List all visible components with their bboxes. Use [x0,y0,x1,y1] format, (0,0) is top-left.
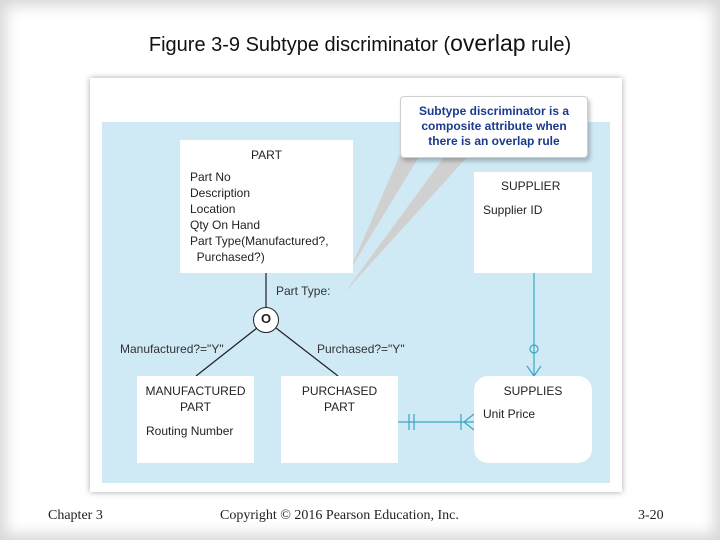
footer-chapter: Chapter 3 [48,508,103,523]
entity-manufactured-title-2: PART [180,400,211,414]
callout-line-2: composite attribute when [421,119,567,133]
entity-part-title: PART [251,148,282,162]
entity-supplier-title: SUPPLIER [501,179,561,193]
footer-copyright: Copyright © 2016 Pearson Education, Inc. [220,508,459,523]
footer-page-number: 3-20 [638,508,664,523]
crowfoot-top [464,414,474,422]
crowfoot-left [527,366,534,376]
attr-unit-price: Unit Price [483,407,536,421]
attr-description: Description [190,186,251,200]
purchased-condition: Purchased?="Y" [317,342,405,356]
entity-part [180,140,353,273]
crowfoot-right [534,366,541,376]
entity-manufactured-title-1: MANUFACTURED [145,384,246,398]
attr-part-type: Part Type(Manufactured?, [190,234,329,248]
attr-supplier-id: Supplier ID [483,203,543,217]
entity-purchased-title-2: PART [324,400,355,414]
manufactured-condition: Manufactured?="Y" [120,342,224,356]
entity-supplier [474,172,592,273]
callout-note [400,96,588,158]
attr-location: Location [190,202,236,216]
attr-part-no: Part No [190,170,231,184]
entity-purchased-title-1: PURCHASED [301,384,378,398]
overlap-symbol: O [253,307,279,333]
callout-line-1: Subtype discriminator is a [418,104,570,118]
title-emphasis: overlap [450,30,526,56]
title-prefix: Figure 3-9 Subtype discriminator ( [148,34,451,56]
crowfoot-bottom [464,422,474,430]
attr-part-type-cont: Purchased?) [190,250,265,264]
attr-routing-number: Routing Number [146,424,234,438]
entity-supplies [474,376,592,463]
entity-purchased-part [281,376,398,463]
attr-qty-on-hand: Qty On Hand [190,218,261,232]
entity-supplies-title: SUPPLIES [503,384,563,398]
entity-manufactured-part [137,376,254,463]
callout-line-3: there is an overlap rule [428,134,560,148]
discriminator-label: Part Type: [276,284,331,298]
title-suffix: rule) [525,34,572,56]
